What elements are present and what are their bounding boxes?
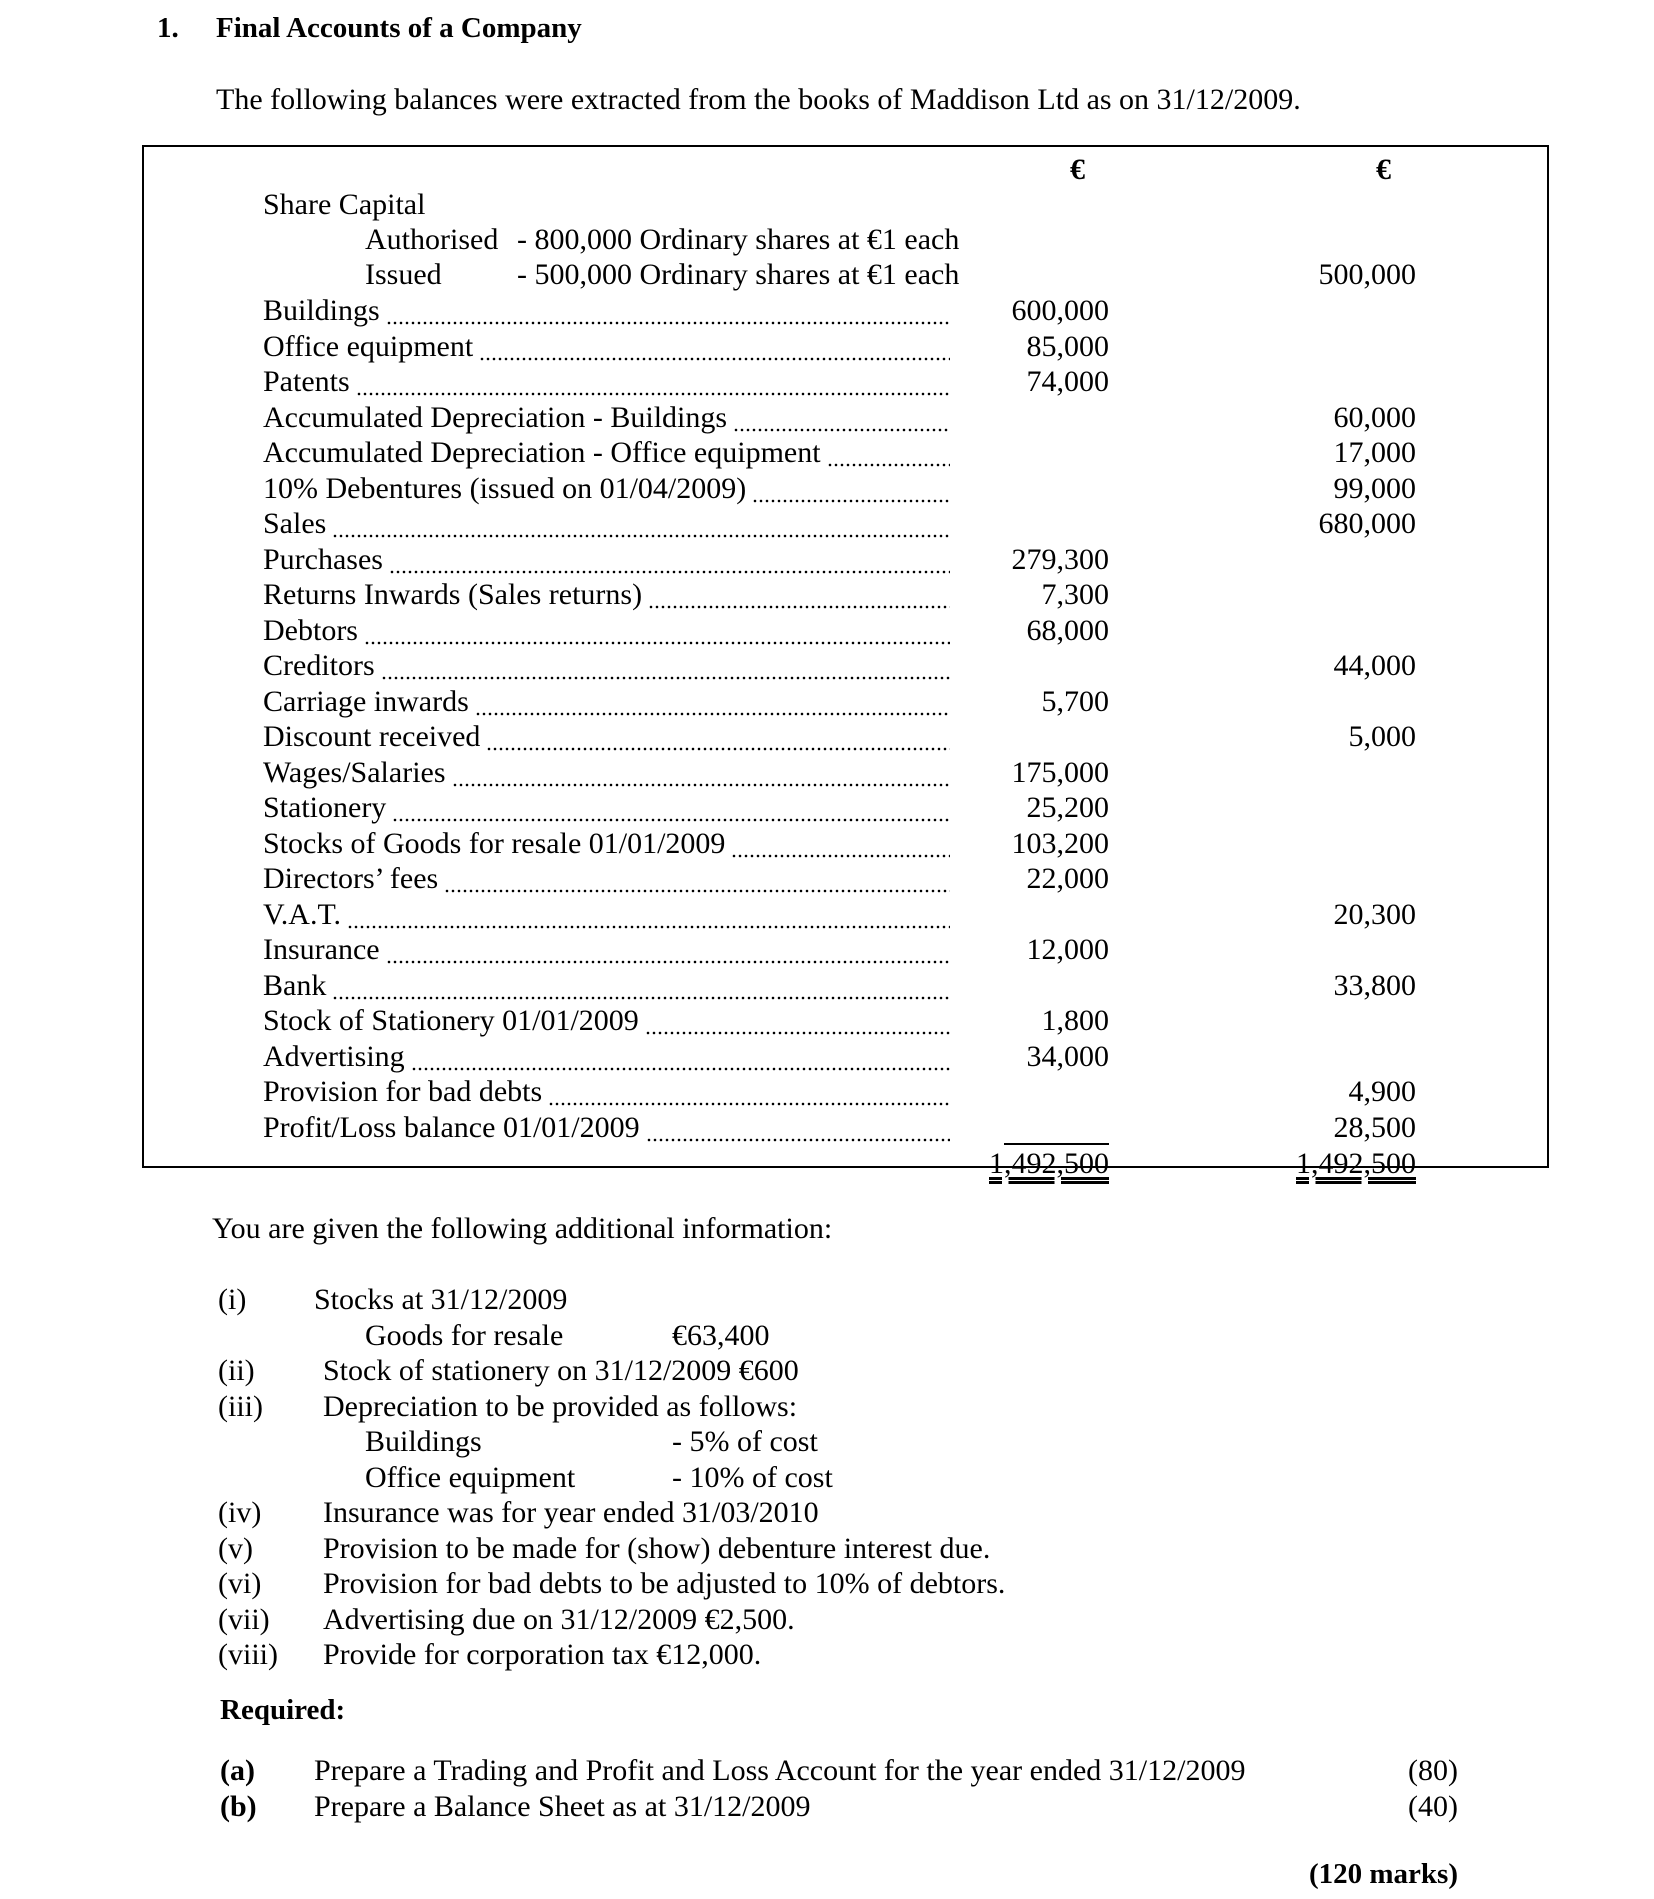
additional-item-text: Provision for bad debts to be adjusted to 10% of debtors. <box>323 1567 1006 1600</box>
tb-row-label: Accumulated Depreciation - Buildings <box>263 400 728 434</box>
required-part-marks: (40) <box>1408 1790 1458 1823</box>
tb-row-debit: 103,200 <box>1011 826 1109 860</box>
debit-total: 1,492,500 <box>989 1147 1109 1180</box>
tb-row-label: Bank <box>263 968 327 1002</box>
tb-row-leader-dots <box>452 783 950 787</box>
issued-text: - 500,000 Ordinary shares at €1 each <box>517 258 960 291</box>
additional-item-number: (viii) <box>218 1638 278 1671</box>
additional-item-amount: €63,400 <box>672 1318 770 1352</box>
tb-row-leader-dots <box>645 1031 950 1035</box>
tb-row-label: Provision for bad debts <box>263 1075 543 1108</box>
additional-item-text: Goods for resale <box>365 1318 564 1352</box>
tb-row-debit: 1,800 <box>1041 1004 1109 1037</box>
additional-item-number: (i) <box>218 1283 247 1316</box>
tb-row-leader-dots <box>444 889 950 893</box>
tb-row-leader-dots <box>475 712 950 716</box>
tb-row-leader-dots <box>733 428 950 432</box>
tb-row-label: Buildings <box>263 294 380 327</box>
tb-row-leader-dots <box>486 747 950 751</box>
tb-row-credit: 44,000 <box>1333 649 1416 682</box>
tb-row-label: Directors’ fees <box>263 862 439 895</box>
tb-row-debit: 68,000 <box>1026 613 1109 647</box>
tb-row-credit: 4,900 <box>1348 1075 1416 1108</box>
tb-row-leader-dots <box>752 499 950 503</box>
tb-row-label: Stationery <box>263 791 387 824</box>
required-heading: Required: <box>220 1694 346 1726</box>
issued-label: Issued <box>365 258 442 291</box>
tb-row-leader-dots <box>347 925 950 929</box>
additional-item-number: (v) <box>218 1531 253 1565</box>
credit-currency-header: € <box>1376 153 1391 186</box>
tb-row-debit: 279,300 <box>1011 542 1109 576</box>
tb-row-leader-dots <box>332 534 950 538</box>
tb-row-label: Returns Inwards (Sales returns) <box>263 578 643 611</box>
tb-row-label: Profit/Loss balance 01/01/2009 <box>263 1110 640 1144</box>
credit-total: 1,492,500 <box>1296 1147 1416 1180</box>
additional-item-text: Buildings <box>365 1425 482 1458</box>
tb-row-credit: 60,000 <box>1333 400 1416 434</box>
tb-row-leader-dots <box>411 1067 950 1071</box>
additional-item-text: Provision to be made for (show) debenture interest due. <box>323 1531 991 1565</box>
additional-item-number: (ii) <box>218 1354 255 1387</box>
tb-row-credit: 5,000 <box>1348 720 1416 753</box>
tb-row-credit: 20,300 <box>1333 897 1416 931</box>
tb-row-label: 10% Debentures (issued on 01/04/2009) <box>263 471 747 505</box>
tb-row-debit: 22,000 <box>1026 862 1109 895</box>
tb-row-debit: 7,300 <box>1041 578 1109 611</box>
required-part-marks: (80) <box>1408 1754 1458 1787</box>
additional-item-number: (vi) <box>218 1567 262 1600</box>
intro-text: The following balances were extracted from the books of Maddison Ltd as on 31/12/2009. <box>216 83 1301 116</box>
tb-row-label: Accumulated Depreciation - Office equipment <box>263 436 821 469</box>
required-part-letter: (b) <box>220 1790 257 1823</box>
tb-row-leader-dots <box>386 960 950 964</box>
tb-row-credit: 28,500 <box>1333 1110 1416 1144</box>
additional-item-text: Provide for corporation tax €12,000. <box>323 1638 762 1671</box>
tb-row-leader-dots <box>479 357 950 361</box>
tb-row-debit: 600,000 <box>1011 294 1109 327</box>
debit-total-rule <box>1004 1143 1109 1145</box>
tb-row-label: V.A.T. <box>263 897 342 931</box>
tb-row-debit: 85,000 <box>1026 329 1109 363</box>
required-part-text: Prepare a Balance Sheet as at 31/12/2009 <box>314 1790 811 1823</box>
share-capital-label: Share Capital <box>263 188 426 221</box>
tb-row-leader-dots <box>731 854 950 858</box>
tb-row-label: Advertising <box>263 1039 405 1073</box>
question-number: 1. <box>157 12 179 44</box>
tb-row-label: Patents <box>263 365 350 398</box>
tb-row-credit: 33,800 <box>1333 968 1416 1002</box>
tb-row-leader-dots <box>648 605 950 609</box>
additional-info-heading: You are given the following additional information: <box>212 1212 833 1245</box>
additional-item-text: Stocks at 31/12/2009 <box>314 1283 568 1316</box>
tb-row-debit: 12,000 <box>1026 933 1109 966</box>
tb-row-label: Wages/Salaries <box>263 755 446 789</box>
authorised-label: Authorised <box>365 223 499 256</box>
tb-row-leader-dots <box>646 1138 950 1142</box>
tb-row-debit: 34,000 <box>1026 1039 1109 1073</box>
tb-row-label: Discount received <box>263 720 481 753</box>
tb-row-debit: 5,700 <box>1041 684 1109 718</box>
tb-row-leader-dots <box>386 321 950 325</box>
required-part-text: Prepare a Trading and Profit and Loss Account for the year ended 31/12/2009 <box>314 1754 1246 1787</box>
tb-row-label: Stock of Stationery 01/01/2009 <box>263 1004 639 1037</box>
tb-row-label: Office equipment <box>263 329 474 363</box>
total-marks: (120 marks) <box>1308 1858 1458 1890</box>
tb-row-leader-dots <box>389 570 950 574</box>
additional-item-text: Advertising due on 31/12/2009 €2,500. <box>323 1602 795 1636</box>
tb-row-leader-dots <box>392 818 950 822</box>
tb-row-debit: 25,200 <box>1026 791 1109 824</box>
tb-row-label: Purchases <box>263 542 383 576</box>
tb-row-credit: 17,000 <box>1333 436 1416 469</box>
additional-item-amount: - 5% of cost <box>672 1425 818 1458</box>
additional-item-text: Office equipment <box>365 1460 576 1494</box>
required-part-letter: (a) <box>220 1754 255 1787</box>
additional-item-text: Stock of stationery on 31/12/2009 €600 <box>323 1354 799 1387</box>
tb-row-leader-dots <box>332 996 950 1000</box>
tb-row-credit: 680,000 <box>1318 507 1416 540</box>
tb-row-label: Stocks of Goods for resale 01/01/2009 <box>263 826 726 860</box>
authorised-text: - 800,000 Ordinary shares at €1 each <box>517 223 960 256</box>
additional-item-number: (iii) <box>218 1389 263 1423</box>
tb-row-leader-dots <box>827 463 950 467</box>
tb-row-debit: 175,000 <box>1011 755 1109 789</box>
tb-row-debit: 74,000 <box>1026 365 1109 398</box>
additional-item-number: (iv) <box>218 1496 262 1529</box>
tb-row-label: Sales <box>263 507 327 540</box>
tb-row-label: Insurance <box>263 933 380 966</box>
tb-row-leader-dots <box>356 392 950 396</box>
tb-row-label: Creditors <box>263 649 375 682</box>
additional-item-amount: - 10% of cost <box>672 1460 833 1494</box>
additional-item-text: Insurance was for year ended 31/03/2010 <box>323 1496 819 1529</box>
debit-currency-header: € <box>1070 153 1085 186</box>
additional-item-number: (vii) <box>218 1602 270 1636</box>
tb-row-label: Carriage inwards <box>263 684 469 718</box>
tb-row-credit: 99,000 <box>1333 471 1416 505</box>
additional-item-text: Depreciation to be provided as follows: <box>323 1389 798 1423</box>
issued-share-capital-amount: 500,000 <box>1318 258 1416 291</box>
tb-row-leader-dots <box>381 676 950 680</box>
tb-row-leader-dots <box>364 641 950 645</box>
tb-row-leader-dots <box>548 1102 950 1106</box>
question-title: Final Accounts of a Company <box>216 12 582 44</box>
tb-row-label: Debtors <box>263 613 358 647</box>
